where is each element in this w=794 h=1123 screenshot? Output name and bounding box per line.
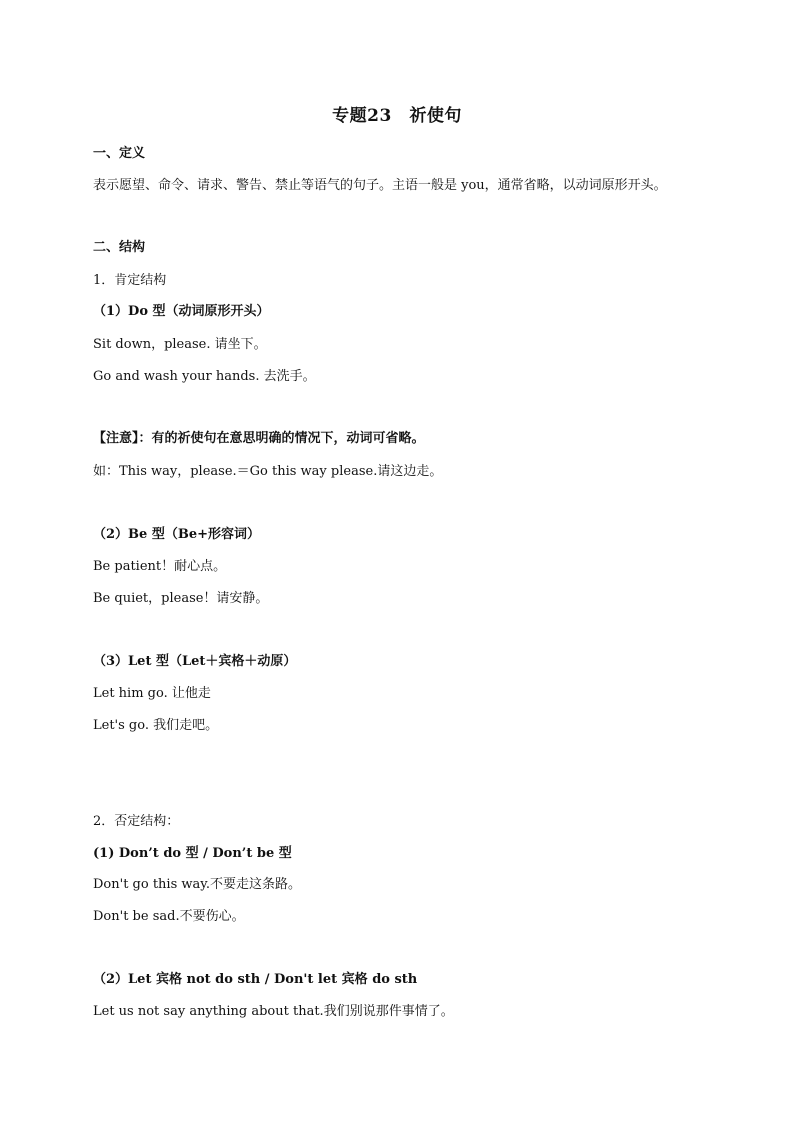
positive-structure-heading: 1．肯定结构 [93, 273, 167, 288]
let-type-heading: （3）Let 型（Let＋宾格＋动原） [93, 654, 297, 669]
note-heading: 【注意】：有的祈使句在意思明确的情况下，动词可省略。 [93, 431, 425, 446]
let-not-type-heading: （2）Let 宾格 not do sth / Don't let 宾格 do sth [93, 972, 418, 987]
do-type-heading: （1）Do 型（动词原形开头） [93, 304, 270, 319]
dont-type-example-2: Don't be sad.不要伤心。 [93, 909, 245, 924]
dont-type-heading: (1) Don’t do 型 / Don’t be 型 [93, 846, 292, 861]
be-type-example-2: Be quiet，please！请安静。 [93, 591, 269, 606]
negative-structure-heading: 2．否定结构： [93, 814, 180, 829]
do-type-example-1: Sit down，please. 请坐下。 [93, 337, 267, 352]
let-type-example-2: Let's go. 我们走吧。 [93, 718, 219, 733]
let-type-example-1: Let him go. 让他走 [93, 686, 211, 701]
section-definition-text: 表示愿望、命令、请求、警告、禁止等语气的句子。主语一般是 you，通常省略，以动词原形开头。 [93, 178, 667, 193]
section-structure-heading: 二、结构 [93, 240, 146, 255]
document-title: 专题23 祈使句 [332, 106, 462, 126]
section-definition-heading: 一、定义 [93, 146, 146, 161]
dont-type-example-1: Don't go this way.不要走这条路。 [93, 877, 302, 892]
note-example: 如：This way，please.＝Go this way please.请这边走。 [93, 464, 443, 479]
do-type-example-2: Go and wash your hands. 去洗手。 [93, 369, 316, 384]
be-type-heading: （2）Be 型（Be+形容词） [93, 527, 260, 542]
be-type-example-1: Be patient！耐心点。 [93, 559, 227, 574]
let-not-type-example-1: Let us not say anything about that.我们别说那件事情了。 [93, 1004, 454, 1019]
